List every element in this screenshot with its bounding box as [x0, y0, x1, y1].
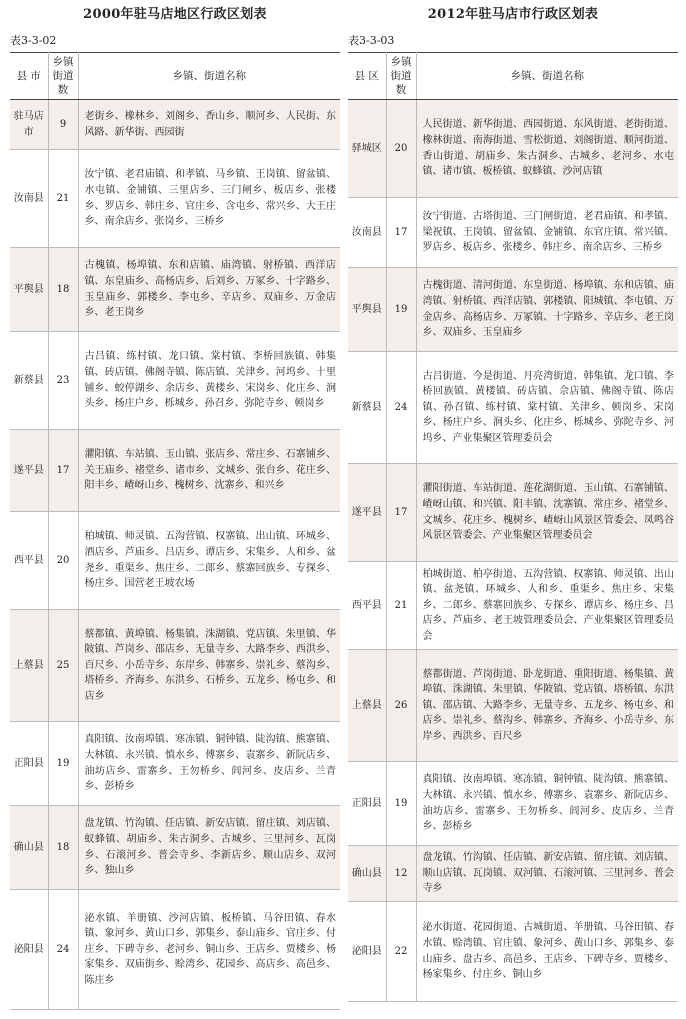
county-name: 确山县: [10, 806, 48, 890]
table-row: [10, 890, 340, 1010]
table-row: [348, 464, 678, 562]
table-row: [10, 332, 340, 430]
town-count: 21: [386, 562, 416, 650]
table-row: [10, 100, 340, 150]
table-row: [348, 846, 678, 902]
table-row: [10, 512, 340, 610]
table-row: [348, 650, 678, 762]
right-table: [348, 52, 678, 1002]
county-name: 上蔡县: [10, 610, 48, 722]
table-row: [10, 430, 340, 512]
county-name: 平舆县: [348, 268, 386, 352]
right-header-row: [348, 53, 678, 100]
town-count: 22: [386, 902, 416, 1002]
header-count: 乡镇街道数: [386, 53, 416, 100]
right-panel: [348, 0, 678, 1002]
county-name: 遂平县: [348, 464, 386, 562]
town-count: 24: [386, 352, 416, 464]
county-name: 西平县: [10, 512, 48, 610]
town-list: 灈阳街道、车站街道、莲花湖街道、玉山镇、石寨铺镇、嵖岈山镇、和兴镇、阳丰镇、沈寨镇、常庄乡、褚堂乡、文城乡、花庄乡、槐树乡、嵖岈山风景区管委会、凤鸣谷风景区管委会、产业集聚区管理委员会: [416, 464, 678, 562]
table-row: [10, 722, 340, 806]
town-list: 灈阳镇、车站镇、玉山镇、张店乡、常庄乡、石寨铺乡、关王庙乡、褚堂乡、诸市乡、文城乡、张台乡、花庄乡、阳丰乡、嵖岈山乡、槐树乡、沈寨乡、和兴乡: [78, 430, 340, 512]
county-name: 泌阳县: [10, 890, 48, 1010]
town-list: 古槐街道、清河街道、东皇街道、杨埠镇、东和店镇、庙湾镇、射桥镇、西洋店镇、郭楼镇、阳城镇、李屯镇、万金店乡、高杨店乡、万冢镇、十字路乡、辛店乡、老王岗乡、双庙乡、玉皇庙乡: [416, 268, 678, 352]
county-name: 驿城区: [348, 100, 386, 198]
header-count: 乡镇街道数: [48, 53, 78, 100]
town-list: 古吕街道、今是街道、月亮湾街道、韩集镇、龙口镇、李桥回族镇、黄楼镇、砖店镇、佘店镇、佛阁寺镇、陈店镇、孙召镇、练村镇、棠村镇、关津乡、顿岗乡、宋岗乡、杨庄户乡、涧头乡、化庄乡、栎城乡、弥陀寺乡、河坞乡、产业集聚区管理委员会: [416, 352, 678, 464]
table-row: [348, 352, 678, 464]
town-list: 古槐镇、杨埠镇、东和店镇、庙湾镇、射桥镇、西洋店镇、东皇庙乡、高杨店乡、后刘乡、万冢乡、十字路乡、玉皇庙乡、郭楼乡、李屯乡、辛店乡、双庙乡、万金店乡、老王岗乡: [78, 248, 340, 332]
county-name: 确山县: [348, 846, 386, 902]
town-count: 23: [48, 332, 78, 430]
town-count: 25: [48, 610, 78, 722]
town-count: 17: [386, 198, 416, 268]
county-name: 驻马店市: [10, 100, 48, 150]
town-count: 19: [386, 762, 416, 846]
town-list: 汝宁镇、老君庙镇、和孝镇、马乡镇、王岗镇、留盆镇、水屯镇、金铺镇、三里店乡、三门闸乡、板店乡、张楼乡、罗店乡、韩庄乡、官庄乡、含屯乡、常兴乡、大王庄乡、南余店乡、张岗乡、三桥乡: [78, 150, 340, 248]
town-count: 26: [386, 650, 416, 762]
table-row: [10, 610, 340, 722]
table-row: [10, 806, 340, 890]
town-list: 盘龙镇、竹沟镇、任店镇、新安店镇、留庄镇、刘店镇、蚁蜂镇、胡庙乡、朱古洞乡、古城乡、三里河乡、瓦岗乡、石滚河乡、普会寺乡、李新店乡、顺山店乡、双河乡、独山乡: [78, 806, 340, 890]
county-name: 上蔡县: [348, 650, 386, 762]
town-count: 18: [48, 248, 78, 332]
table-row: [348, 100, 678, 198]
town-count: 20: [386, 100, 416, 198]
table-row: [348, 198, 678, 268]
town-list: 古吕镇、练村镇、龙口镇、棠村镇、李桥回族镇、韩集镇、砖店镇、佛阁寺镇、陈店镇、关津乡、河坞乡、十里铺乡、蛟停湖乡、余店乡、黄楼乡、宋岗乡、化庄乡、涧头乡、杨庄户乡、栎城乡、孙召乡、弥陀寺乡、顿岗乡: [78, 332, 340, 430]
left-table-title: 2000年驻马店地区行政区划表: [83, 7, 267, 22]
county-name: 正阳县: [10, 722, 48, 806]
right-table-number: 表3-3-03: [348, 34, 395, 47]
county-name: 汝南县: [348, 198, 386, 268]
table-row: [348, 902, 678, 1002]
header-names: 乡镇、街道名称: [78, 53, 340, 100]
town-list: 汝宁街道、古塔街道、三门闸街道、老君庙镇、和孝镇、梁祝镇、王岗镇、留盆镇、金铺镇、东官庄镇、常兴镇、罗店乡、板店乡、张楼乡、韩庄乡、南余店乡、三桥乡: [416, 198, 678, 268]
town-count: 18: [48, 806, 78, 890]
header-district: 县 区: [348, 53, 386, 100]
town-count: 17: [386, 464, 416, 562]
table-row: [10, 150, 340, 248]
header-county: 县 市: [10, 53, 48, 100]
town-list: 柏城镇、师灵镇、五沟营镇、权寨镇、出山镇、环城乡、酒店乡、芦庙乡、吕店乡、谭店乡、宋集乡、人和乡、盆尧乡、重渠乡、焦庄乡、二郎乡、蔡寨回族乡、专探乡、杨庄乡、国营老王坡农场: [78, 512, 340, 610]
county-name: 平舆县: [10, 248, 48, 332]
county-name: 新蔡县: [10, 332, 48, 430]
right-table-title: 2012年驻马店市行政区划表: [427, 7, 599, 22]
town-count: 19: [386, 268, 416, 352]
town-count: 19: [48, 722, 78, 806]
county-name: 遂平县: [10, 430, 48, 512]
county-name: 泌阳县: [348, 902, 386, 1002]
county-name: 正阳县: [348, 762, 386, 846]
town-list: 泌水镇、羊册镇、沙河店镇、板桥镇、马谷田镇、春水镇、象河乡、黄山口乡、郭集乡、泰山庙乡、官庄乡、付庄乡、下碑寺乡、老河乡、铜山乡、王店乡、贾楼乡、杨家集乡、双庙街乡、赊湾乡、花园乡、高店乡、高邑乡、陈庄乡: [78, 890, 340, 1010]
town-list: 柏城街道、柏亭街道、五沟营镇、权寨镇、师灵镇、出山镇、盆尧镇、环城乡、人和乡、重渠乡、焦庄乡、宋集乡、二郎乡、蔡寨回族乡、专探乡、谭店乡、杨庄乡、吕店乡、芦庙乡、老王坡管理委员会、产业集聚区管理委员会: [416, 562, 678, 650]
town-count: 24: [48, 890, 78, 1010]
town-count: 21: [48, 150, 78, 248]
town-count: 9: [48, 100, 78, 150]
table-row: [348, 762, 678, 846]
town-count: 12: [386, 846, 416, 902]
town-list: 人民街道、新华街道、西园街道、东风街道、老街街道、橡林街道、南海街道、雪松街道、刘阁街道、顺河街道、香山街道、胡庙乡、朱古洞乡、古城乡、老河乡、水屯镇、诸市镇、板桥镇、蚁蜂镇、沙河店镇: [416, 100, 678, 198]
county-name: 汝南县: [10, 150, 48, 248]
town-list: 老街乡、橡林乡、刘阁乡、香山乡、顺河乡、人民街、东风路、新华街、西园街: [78, 100, 340, 150]
town-count: 20: [48, 512, 78, 610]
left-table: [10, 52, 340, 1010]
table-row: [348, 268, 678, 352]
header-names: 乡镇、街道名称: [416, 53, 678, 100]
table-row: [10, 248, 340, 332]
town-list: 蔡都街道、芦岗街道、卧龙街道、重阳街道、杨集镇、黄埠镇、洙湖镇、朱里镇、华陂镇、党店镇、塔桥镇、东洪镇、邵店镇、大路李乡、无量寺乡、五龙乡、杨屯乡、和店乡、崇礼乡、蔡沟乡、韩寨乡、齐海乡、小岳寺乡、东岸乡、西洪乡、百尺乡: [416, 650, 678, 762]
table-row: [348, 562, 678, 650]
left-panel: [10, 0, 340, 1010]
left-header-row: [10, 53, 340, 100]
town-list: 泌水街道、花园街道、古城街道、羊册镇、马谷田镇、春水镇、赊湾镇、官庄镇、象河乡、黄山口乡、郭集乡、泰山庙乡、盘古乡、高邑乡、王店乡、下碑寺乡、贾楼乡、杨家集乡、付庄乡、铜山乡: [416, 902, 678, 1002]
left-table-number: 表3-3-02: [10, 34, 57, 47]
county-name: 新蔡县: [348, 352, 386, 464]
town-list: 真阳镇、汝南埠镇、寒冻镇、铜钟镇、陡沟镇、熊寨镇、大林镇、永兴镇、慎水乡、傅寨乡、袁寨乡、新阮店乡、油坊店乡、雷寨乡、王勿桥乡、闾河乡、皮店乡、兰青乡、彭桥乡: [416, 762, 678, 846]
county-name: 西平县: [348, 562, 386, 650]
town-list: 蔡都镇、黄埠镇、杨集镇、洙湖镇、党店镇、朱里镇、华陂镇、芦岗乡、邵店乡、无量寺乡、大路李乡、西洪乡、百尺乡、小岳寺乡、东岸乡、韩寨乡、崇礼乡、蔡沟乡、塔桥乡、齐海乡、东洪乡、石桥乡、五龙乡、杨屯乡、和店乡: [78, 610, 340, 722]
town-count: 17: [48, 430, 78, 512]
town-list: 真阳镇、汝南埠镇、寒冻镇、铜钟镇、陡沟镇、熊寨镇、大林镇、永兴镇、慎水乡、傅寨乡、袁寨乡、新阮店乡、油坊店乡、雷寨乡、王勿桥乡、闾河乡、皮店乡、兰青乡、彭桥乡: [78, 722, 340, 806]
town-list: 盘龙镇、竹沟镇、任店镇、新安店镇、留庄镇、刘店镇、顺山店镇、瓦岗镇、双河镇、石滚河镇、三里河乡、普会寺乡: [416, 846, 678, 902]
